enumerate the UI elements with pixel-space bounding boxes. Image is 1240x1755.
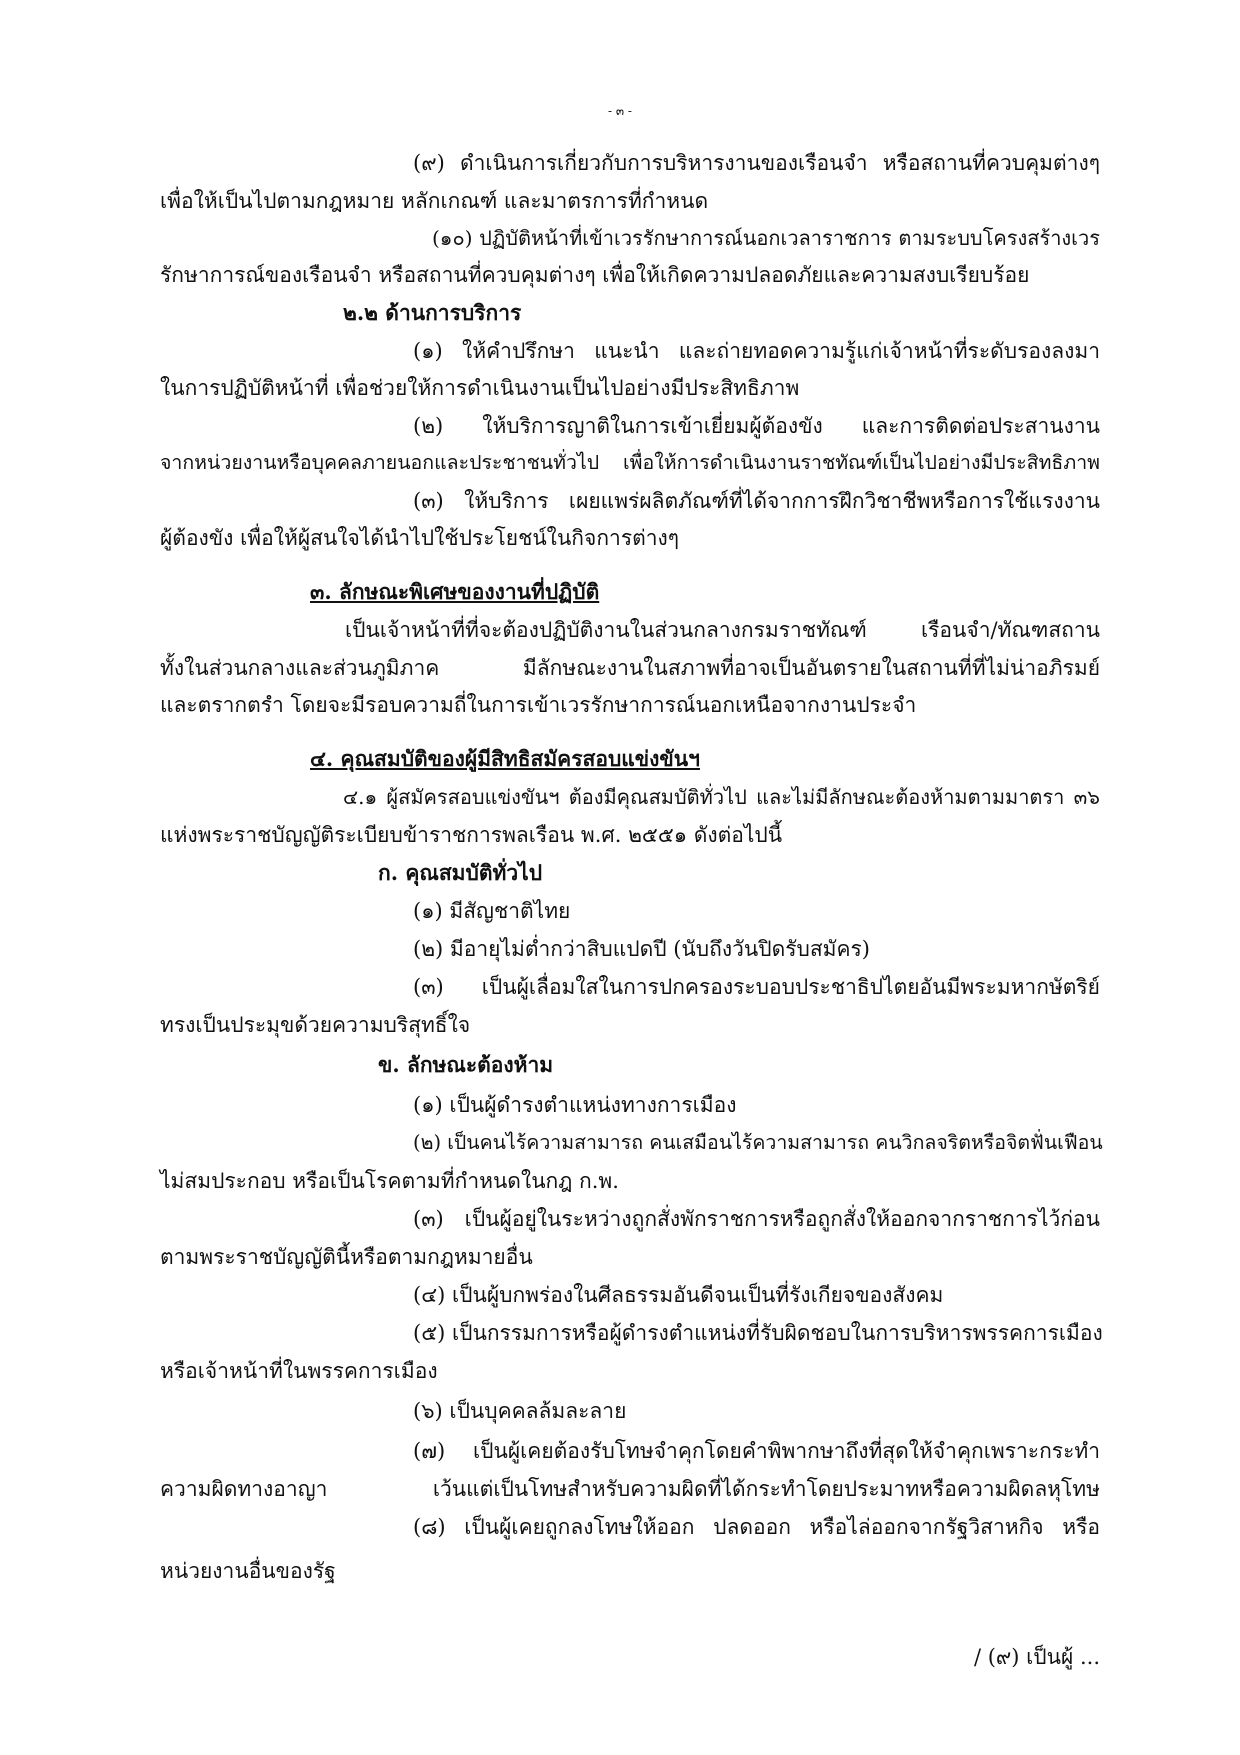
text-line: ๔.๑ ผู้สมัครสอบแข่งขันฯ ต้องมีคุณสมบัติทั่วไป และไม่มีลักษณะต้องห้ามตามมาตรา ๓๖ bbox=[343, 785, 1100, 809]
text-line: ทรงเป็นประมุขด้วยความบริสุทธิ์ใจ bbox=[160, 1013, 471, 1037]
text-line: ทั้งในส่วนกลางและส่วนภูมิภาค มีลักษณะงานในสภาพที่อาจเป็นอันตรายในสถานที่ที่ไม่น่าอภิรมย์ bbox=[160, 656, 1100, 680]
text-line: (๘) เป็นผู้เคยถูกลงโทษให้ออก ปลดออก หรือไล่ออกจากรัฐวิสาหกิจ หรือ bbox=[413, 1515, 1100, 1539]
text-line: (๕) เป็นกรรมการหรือผู้ดำรงตำแหน่งที่รับผิดชอบในการบริหารพรรคการเมือง bbox=[413, 1321, 1103, 1345]
text-line: ความผิดทางอาญา เว้นแต่เป็นโทษสำหรับความผิดที่ได้กระทำโดยประมาทหรือความผิดลหุโทษ bbox=[160, 1477, 1100, 1501]
text-line: (๑๐) ปฏิบัติหน้าที่เข้าเวรรักษาการณ์นอกเวลาราชการ ตามระบบโครงสร้างเวร bbox=[432, 226, 1100, 250]
text-line: ตามพระราชบัญญัตินี้หรือตามกฎหมายอื่น bbox=[160, 1245, 533, 1269]
subsection-heading: ข. ลักษณะต้องห้าม bbox=[378, 1052, 554, 1077]
text-line: แห่งพระราชบัญญัติระเบียบข้าราชการพลเรือน พ.ศ. ๒๕๕๑ ดังต่อไปนี้ bbox=[160, 823, 783, 847]
text-line: หรือเจ้าหน้าที่ในพรรคการเมือง bbox=[160, 1359, 438, 1383]
text-line: (๗) เป็นผู้เคยต้องรับโทษจำคุกโดยคำพิพากษาถึงที่สุดให้จำคุกเพราะกระทำ bbox=[413, 1439, 1100, 1463]
text-line: (๒) เป็นคนไร้ความสามารถ คนเสมือนไร้ความสามารถ คนวิกลจริตหรือจิตฟั่นเฟือน bbox=[413, 1131, 1103, 1154]
text-line: หน่วยงานอื่นของรัฐ bbox=[160, 1559, 336, 1583]
text-line: ในการปฏิบัติหน้าที่ เพื่อช่วยให้การดำเนินงานเป็นไปอย่างมีประสิทธิภาพ bbox=[160, 376, 800, 400]
text-line: (๙) ดำเนินการเกี่ยวกับการบริหารงานของเรือนจำ หรือสถานที่ควบคุมต่างๆ bbox=[413, 151, 1100, 175]
text-line: รักษาการณ์ของเรือนจำ หรือสถานที่ควบคุมต่างๆ เพื่อให้เกิดความปลอดภัยและความสงบเรียบร้อย bbox=[160, 263, 1030, 287]
text-line: เป็นเจ้าหน้าที่ที่จะต้องปฏิบัติงานในส่วนกลางกรมราชทัณฑ์ เรือนจำ/ทัณฑสถาน bbox=[345, 618, 1100, 642]
text-line: เพื่อให้เป็นไปตามกฎหมาย หลักเกณฑ์ และมาตรการที่กำหนด bbox=[160, 189, 709, 213]
text-line: (๖) เป็นบุคคลล้มละลาย bbox=[413, 1399, 627, 1423]
section-subheading: ๒.๒ ด้านการบริการ bbox=[343, 300, 522, 325]
text-line: ไม่สมประกอบ หรือเป็นโรคตามที่กำหนดในกฎ ก.พ. bbox=[160, 1169, 619, 1193]
text-line: (๑) ให้คำปรึกษา แนะนำ และถ่ายทอดความรู้แก่เจ้าหน้าที่ระดับรองลงมา bbox=[413, 339, 1100, 363]
text-line: (๓) เป็นผู้เลื่อมใสในการปกครองระบอบประชาธิปไตยอันมีพระมหากษัตริย์ bbox=[413, 975, 1100, 999]
section-heading: ๔. คุณสมบัติของผู้มีสิทธิสมัครสอบแข่งขันฯ bbox=[310, 746, 700, 771]
text-line: ผู้ต้องขัง เพื่อให้ผู้สนใจได้นำไปใช้ประโยชน์ในกิจการต่างๆ bbox=[160, 526, 680, 550]
text-line: (๑) มีสัญชาติไทย bbox=[413, 899, 571, 923]
text-line: (๓) ให้บริการ เผยแพร่ผลิตภัณฑ์ที่ได้จากการฝึกวิชาชีพหรือการใช้แรงงาน bbox=[413, 489, 1100, 513]
text-line: (๒) ให้บริการญาติในการเข้าเยี่ยมผู้ต้องขัง และการติดต่อประสานงาน bbox=[413, 414, 1100, 438]
section-heading: ๓. ลักษณะพิเศษของงานที่ปฏิบัติ bbox=[310, 579, 600, 604]
text-line: (๒) มีอายุไม่ต่ำกว่าสิบแปดปี (นับถึงวันปิดรับสมัคร) bbox=[413, 937, 870, 961]
text-line: (๔) เป็นผู้บกพร่องในศีลธรรมอันดีจนเป็นที่รังเกียจของสังคม bbox=[413, 1283, 944, 1307]
text-line: จากหน่วยงานหรือบุคคลภายนอกและประชาชนทั่วไป เพื่อให้การดำเนินงานราชทัณฑ์เป็นไปอย่างมีประสิทธิภาพ bbox=[160, 451, 1100, 474]
text-line: (๑) เป็นผู้ดำรงตำแหน่งทางการเมือง bbox=[413, 1093, 737, 1117]
subsection-heading: ก. คุณสมบัติทั่วไป bbox=[378, 860, 543, 885]
text-line: และตรากตรำ โดยจะมีรอบความถี่ในการเข้าเวรรักษาการณ์นอกเหนือจากงานประจำ bbox=[160, 693, 917, 717]
continuation-note: / (๙) เป็นผู้ ... bbox=[973, 1645, 1100, 1669]
page-number: - ๓ - bbox=[608, 104, 632, 118]
text-line: (๓) เป็นผู้อยู่ในระหว่างถูกสั่งพักราชการหรือถูกสั่งให้ออกจากราชการไว้ก่อน bbox=[413, 1207, 1100, 1231]
